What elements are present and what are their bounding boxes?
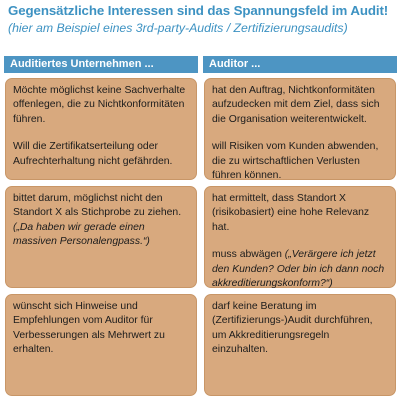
cell-auditor-row-2 bbox=[204, 186, 396, 288]
cell-text: Will die Zertifikatserteilung oder Aufrechterhaltung nicht gefährden. bbox=[13, 141, 173, 167]
cell-text-plain: bittet darum, möglichst nicht den Standort X als Stichprobe zu ziehen. bbox=[13, 193, 182, 219]
page-title: Gegensätzliche Interessen sind das Spannungsfeld im Audit! bbox=[8, 3, 389, 18]
page-subtitle: (hier am Beispiel eines 3rd-party-Audits / Zertifizierungsaudits) bbox=[8, 21, 348, 35]
cell-quote: („Da haben wir gerade einen massiven Personalengpass.“) bbox=[13, 221, 150, 248]
cell-text: wünscht sich Hinweise und Empfehlungen vom Auditor für Verbesserungen als Mehrwert zu erhalten. bbox=[13, 301, 165, 356]
cell-text: darf keine Beratung im (Zertifizierungs-)Audit durchführen, um Akkreditierungsregeln einzuhalten. bbox=[212, 301, 373, 356]
cell-company-row-1 bbox=[5, 78, 197, 180]
cell-text: hat den Auftrag, Nichtkonformitäten aufzudecken mit dem Ziel, dass sich die Organisation weiterentwickelt. bbox=[212, 85, 380, 125]
cell-text: hat ermittelt, dass Standort X (risikobasiert) eine hohe Relevanz hat. bbox=[212, 193, 370, 233]
cell-auditor-row-1 bbox=[204, 78, 396, 180]
cell-auditor-row-3 bbox=[204, 294, 396, 396]
cell-text bbox=[13, 192, 189, 250]
cell-text-plain: muss abwägen bbox=[212, 249, 282, 261]
cell-company-row-3 bbox=[5, 294, 197, 396]
column-header-auditor: Auditor ... bbox=[203, 56, 397, 73]
cell-company-row-2 bbox=[5, 186, 197, 288]
cell-text: Möchte möglichst keine Sachverhalte offenlegen, die zu Nichtkonformitäten führen. bbox=[13, 85, 186, 125]
cell-text bbox=[212, 248, 388, 291]
cell-quote: („Verärgere ich jetzt den Kunden? Oder bin ich dann noch akkreditierungskonform?“) bbox=[212, 249, 385, 290]
cell-text: will Risiken vom Kunden abwenden, die zu wirtschaftlichen Verlusten führen können. bbox=[212, 141, 379, 182]
column-header-audited-company: Auditiertes Unternehmen ... bbox=[4, 56, 198, 73]
